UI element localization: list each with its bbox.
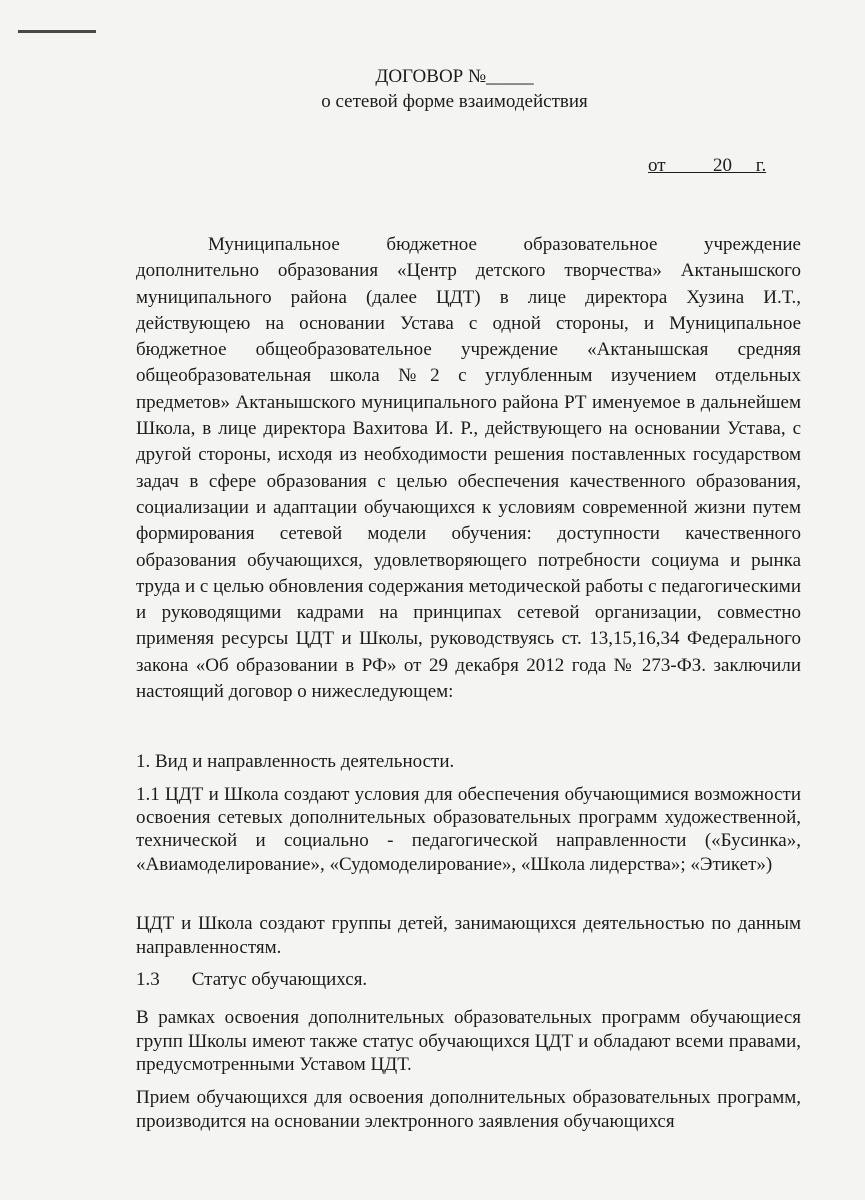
admission-paragraph: Прием обучающихся для освоения дополнительных образовательных программ, производится на основании электронного заявления обучающихся bbox=[136, 1087, 801, 1132]
clause-1-1: 1.1 ЦДТ и Школа создают условия для обеспечения обучающимися возможности освоения сетевых дополнительных образовательных программ художественной, технической и социально - педагогической направленности («Бусинка», «Авиамоделирование», «Судомоделирование», «Школа лидерства»; «Этикет») bbox=[136, 784, 801, 875]
groups-paragraph: ЦДТ и Школа создают группы детей, занимающихся деятельностью по данным направленностям. bbox=[136, 913, 801, 958]
section-heading: 1. Вид и направленность деятельности. bbox=[136, 751, 455, 772]
document-subtitle: о сетевой форме взаимодействия bbox=[321, 91, 588, 112]
clause-title: Статус обучающихся. bbox=[191, 969, 368, 990]
clause-number: 1.3 bbox=[136, 969, 160, 990]
date-line: от 20 г. bbox=[648, 155, 767, 176]
intro-paragraph: Муниципальное бюджетное образовательное учреждение дополнительно образования «Центр детского творчества» Актанышского муниципального района (далее ЦДТ) в лице директора Хузина И.Т., действующею на основании Устава с одной стороны, и Муниципальное бюджетное общеобразовательное учреждение «Актанышская средняя общеобразовательная школа №2 с углубленным изучением отдельных предметов» Актанышского муниципального района РТ именуемое в дальнейшем Школа, в лице директора Вахитова И. Р., действующего на основании Устава, с другой стороны, исходя из необходимости решения поставленных государством задач в сфере образования с целью обеспечения качественного образования, социализации и адаптации обучающихся к условиям современной жизни путем формирования сетевой модели обучения: доступности качественного образования обучающихся, удовлетворяющего потребности социума и рынка труда и с целью обновления содержания методической работы с педагогическими и руководящими кадрами на принципах сетевой организации, совместно применяя ресурсы ЦДТ и Школы, руководствуясь ст. 13,15,16,34 Федерального закона «Об образовании в РФ» от 29 декабря 2012 года № 273-ФЗ. заключили настоящий договор о нижеследующем: bbox=[136, 234, 801, 703]
document-title: ДОГОВОР №_____ bbox=[375, 66, 534, 87]
status-paragraph: В рамках освоения дополнительных образовательных программ обучающиеся групп Школы имеют также статус обучающихся ЦДТ и обладают всеми правами, предусмотренными Уставом ЦДТ. bbox=[136, 1007, 801, 1075]
clause-1-3-heading bbox=[136, 968, 801, 992]
scan-mark bbox=[18, 30, 96, 33]
